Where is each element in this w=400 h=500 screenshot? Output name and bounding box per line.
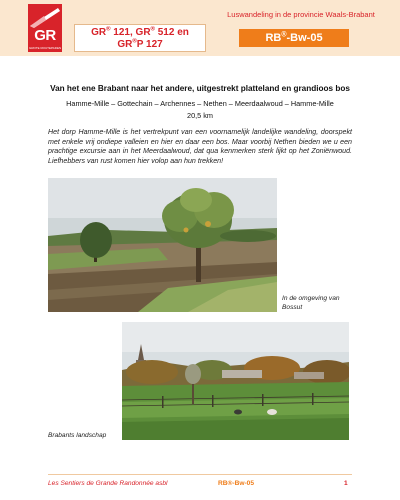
gr-route-line-1: GR® 121, GR® 512 en — [91, 26, 189, 38]
page-title: Van het ene Brabant naar het andere, uitgestrekt platteland en grandioos bos — [50, 84, 350, 93]
gr-route-line-2: GR®P 127 — [117, 38, 163, 50]
footer-divider — [48, 474, 352, 475]
gr-logo — [28, 4, 62, 52]
logo-subtext: GROTE ROUTEPADEN — [29, 46, 61, 50]
logo-text: GR — [34, 27, 56, 44]
footer-organisation: Les Sentiers de Grande Randonnée asbl — [48, 480, 168, 487]
footer-route-code: RB®-Bw-05 — [218, 480, 254, 487]
region-subtitle: Luswandeling in de provincie Waals-Brabant — [227, 10, 375, 19]
landscape-photo-brabant — [122, 322, 349, 440]
page-number: 1 — [344, 480, 348, 487]
route-code-badge: RB®-Bw-05 — [239, 29, 349, 47]
photo-caption-brabant: Brabants landschap — [48, 432, 107, 439]
photo-caption-bossut: In de omgeving van Bossut — [282, 295, 340, 311]
logo-flag-icon — [28, 4, 62, 28]
intro-paragraph: Het dorp Hamme-Mille is het vertrekpunt van een voornamelijk landelijke wandeling, doorspekt met enkele vrij ondiepe valleien en hier en daar een bos. Maar voorbij Nethen bieden we u een prachtige excursie aan in het Meerdaalwoud, dat qua kenmerken sterk lijkt op het Zoniënwoud. Liefhebbers van rust komen hier volop aan hun trekken! — [48, 128, 352, 165]
landscape-photo-bossut — [48, 178, 277, 312]
route-distance: 20,5 km — [187, 111, 213, 120]
gr-route-box — [74, 24, 206, 52]
route-waypoints: Hamme-Mille – Gottechain – Archennes – Nethen – Meerdaalwoud – Hamme-Mille — [66, 99, 334, 108]
